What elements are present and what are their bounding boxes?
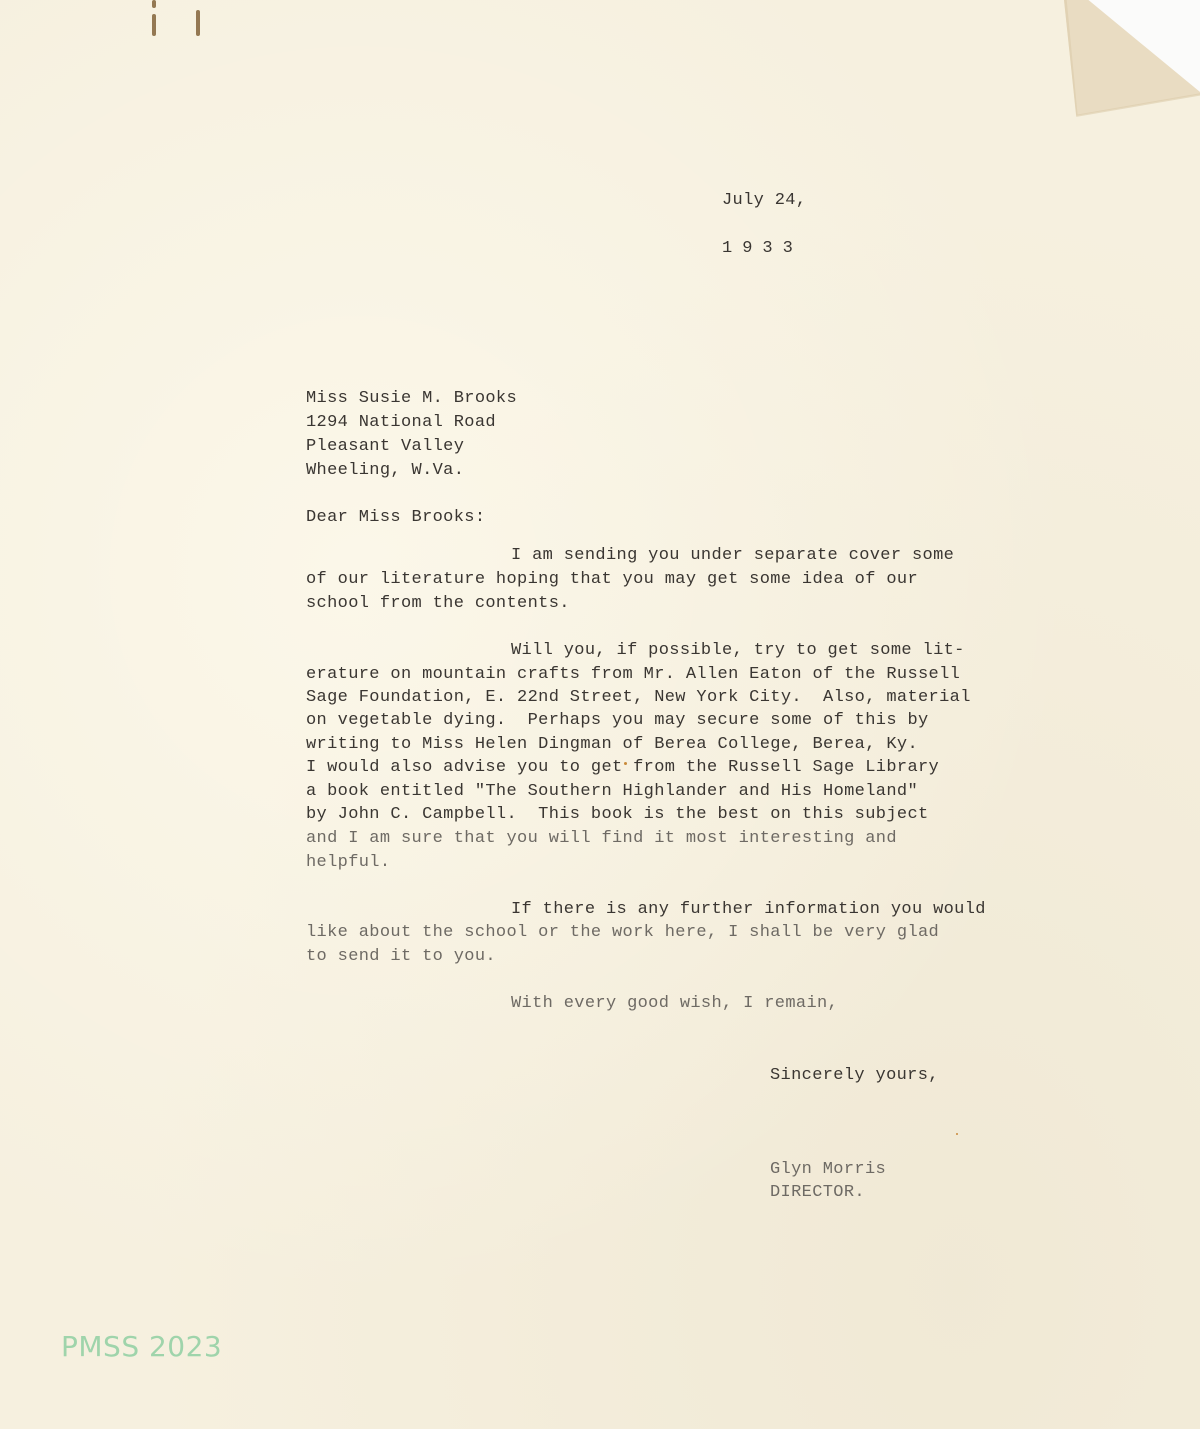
paragraph-line: Sage Foundation, E. 22nd Street, New York City. Also, material	[306, 688, 971, 707]
paragraph-line: writing to Miss Helen Dingman of Berea College, Berea, Ky.	[306, 735, 918, 754]
salutation: Dear Miss Brooks:	[306, 508, 486, 527]
paragraph-line: helpful.	[306, 853, 391, 872]
paragraph-line: I am sending you under separate cover some	[511, 546, 955, 565]
paragraph-line: I would also advise you to get from the Russell Sage Library	[306, 758, 940, 777]
paper-speck	[956, 1133, 958, 1135]
paragraph-line: on vegetable dying. Perhaps you may secure some of this by	[306, 711, 929, 730]
date-year: 1933	[722, 239, 803, 258]
staple-mark-left	[152, 0, 156, 8]
complimentary-close: Sincerely yours,	[770, 1066, 939, 1085]
paragraph-line: If there is any further information you would	[511, 900, 986, 919]
paragraph-line: erature on mountain crafts from Mr. Allen Eaton of the Russell	[306, 665, 961, 684]
paragraph-line: a book entitled "The Southern Highlander and His Homeland"	[306, 782, 918, 801]
date-month-day: July 24,	[722, 191, 807, 210]
paragraph-line: and I am sure that you will find it most interesting and	[306, 829, 897, 848]
signatory-title: DIRECTOR.	[770, 1183, 865, 1202]
recipient-name: Miss Susie M. Brooks	[306, 389, 518, 408]
staple-mark-right	[196, 10, 200, 36]
closing-phrase: With every good wish, I remain,	[511, 994, 839, 1013]
recipient-locality: Pleasant Valley	[306, 437, 465, 456]
recipient-city-state: Wheeling, W.Va.	[306, 461, 465, 480]
recipient-street: 1294 National Road	[306, 413, 496, 432]
archive-watermark: PMSS 2023	[61, 1330, 223, 1363]
paragraph-line: like about the school or the work here, I shall be very glad	[306, 923, 940, 942]
paragraph-line: by John C. Campbell. This book is the best on this subject	[306, 805, 929, 824]
staple-mark-left	[152, 14, 156, 36]
paragraph-line: to send it to you.	[306, 947, 496, 966]
paragraph-line: school from the contents.	[306, 594, 570, 613]
signatory-name: Glyn Morris	[770, 1160, 887, 1179]
paragraph-line: Will you, if possible, try to get some lit-	[511, 641, 965, 660]
paragraph-line: of our literature hoping that you may get some idea of our	[306, 570, 918, 589]
